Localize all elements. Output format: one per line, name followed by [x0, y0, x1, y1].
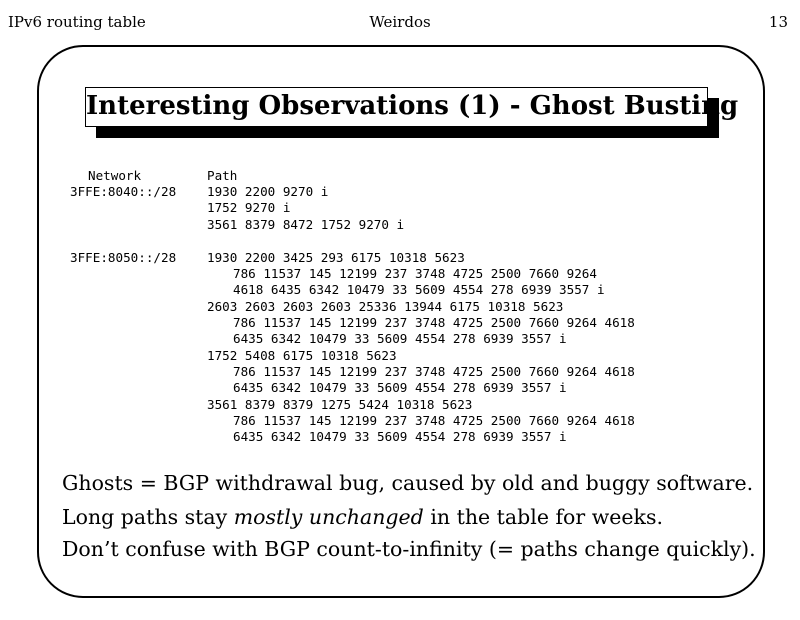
note-line	[62, 505, 663, 529]
header-section-title: IPv6 routing table	[8, 13, 146, 31]
as-path-continuation: 786 11537 145 12199 237 3748 4725 2500 7660 9264 4618	[233, 315, 635, 330]
page-number: 13	[768, 13, 788, 31]
as-path-continuation: 6435 6342 10479 33 5609 4554 278 6939 3557 i	[233, 331, 567, 346]
column-header-path: Path	[207, 168, 238, 183]
as-path-line: 1752 5408 6175 10318 5623	[207, 348, 397, 363]
column-header-network: Network	[88, 168, 142, 183]
note-line: Don’t confuse with BGP count-to-infinity (= paths change quickly).	[62, 537, 756, 561]
header-chapter-title: Weirdos	[369, 13, 431, 31]
slide-title-box	[85, 87, 739, 127]
network-prefix: 3FFE:8050::/28	[70, 250, 177, 265]
note-text: in the table for weeks.	[423, 505, 663, 529]
as-path-continuation: 786 11537 145 12199 237 3748 4725 2500 7660 9264 4618	[233, 413, 635, 428]
as-path-continuation: 786 11537 145 12199 237 3748 4725 2500 7660 9264	[233, 266, 597, 281]
note-text: Long paths stay	[62, 505, 234, 529]
as-path-continuation: 786 11537 145 12199 237 3748 4725 2500 7660 9264 4618	[233, 364, 635, 379]
as-path-continuation: 6435 6342 10479 33 5609 4554 278 6939 3557 i	[233, 380, 567, 395]
as-path-line: 1930 2200 9270 i	[207, 184, 329, 199]
as-path-line: 3561 8379 8379 1275 5424 10318 5623	[207, 397, 473, 412]
as-path-line: 1930 2200 3425 293 6175 10318 5623	[207, 250, 465, 265]
slide-title: Interesting Observations (1) - Ghost Busting	[85, 87, 708, 127]
note-line: Ghosts = BGP withdrawal bug, caused by old and buggy software.	[62, 471, 754, 495]
network-prefix: 3FFE:8040::/28	[70, 184, 177, 199]
note-emphasis: mostly unchanged	[233, 505, 424, 529]
as-path-line: 1752 9270 i	[207, 200, 291, 215]
as-path-line: 3561 8379 8472 1752 9270 i	[207, 217, 405, 232]
as-path-continuation: 6435 6342 10479 33 5609 4554 278 6939 3557 i	[233, 429, 567, 444]
as-path-line: 2603 2603 2603 2603 25336 13944 6175 10318 5623	[207, 299, 564, 314]
as-path-continuation: 4618 6435 6342 10479 33 5609 4554 278 6939 3557 i	[233, 282, 605, 297]
